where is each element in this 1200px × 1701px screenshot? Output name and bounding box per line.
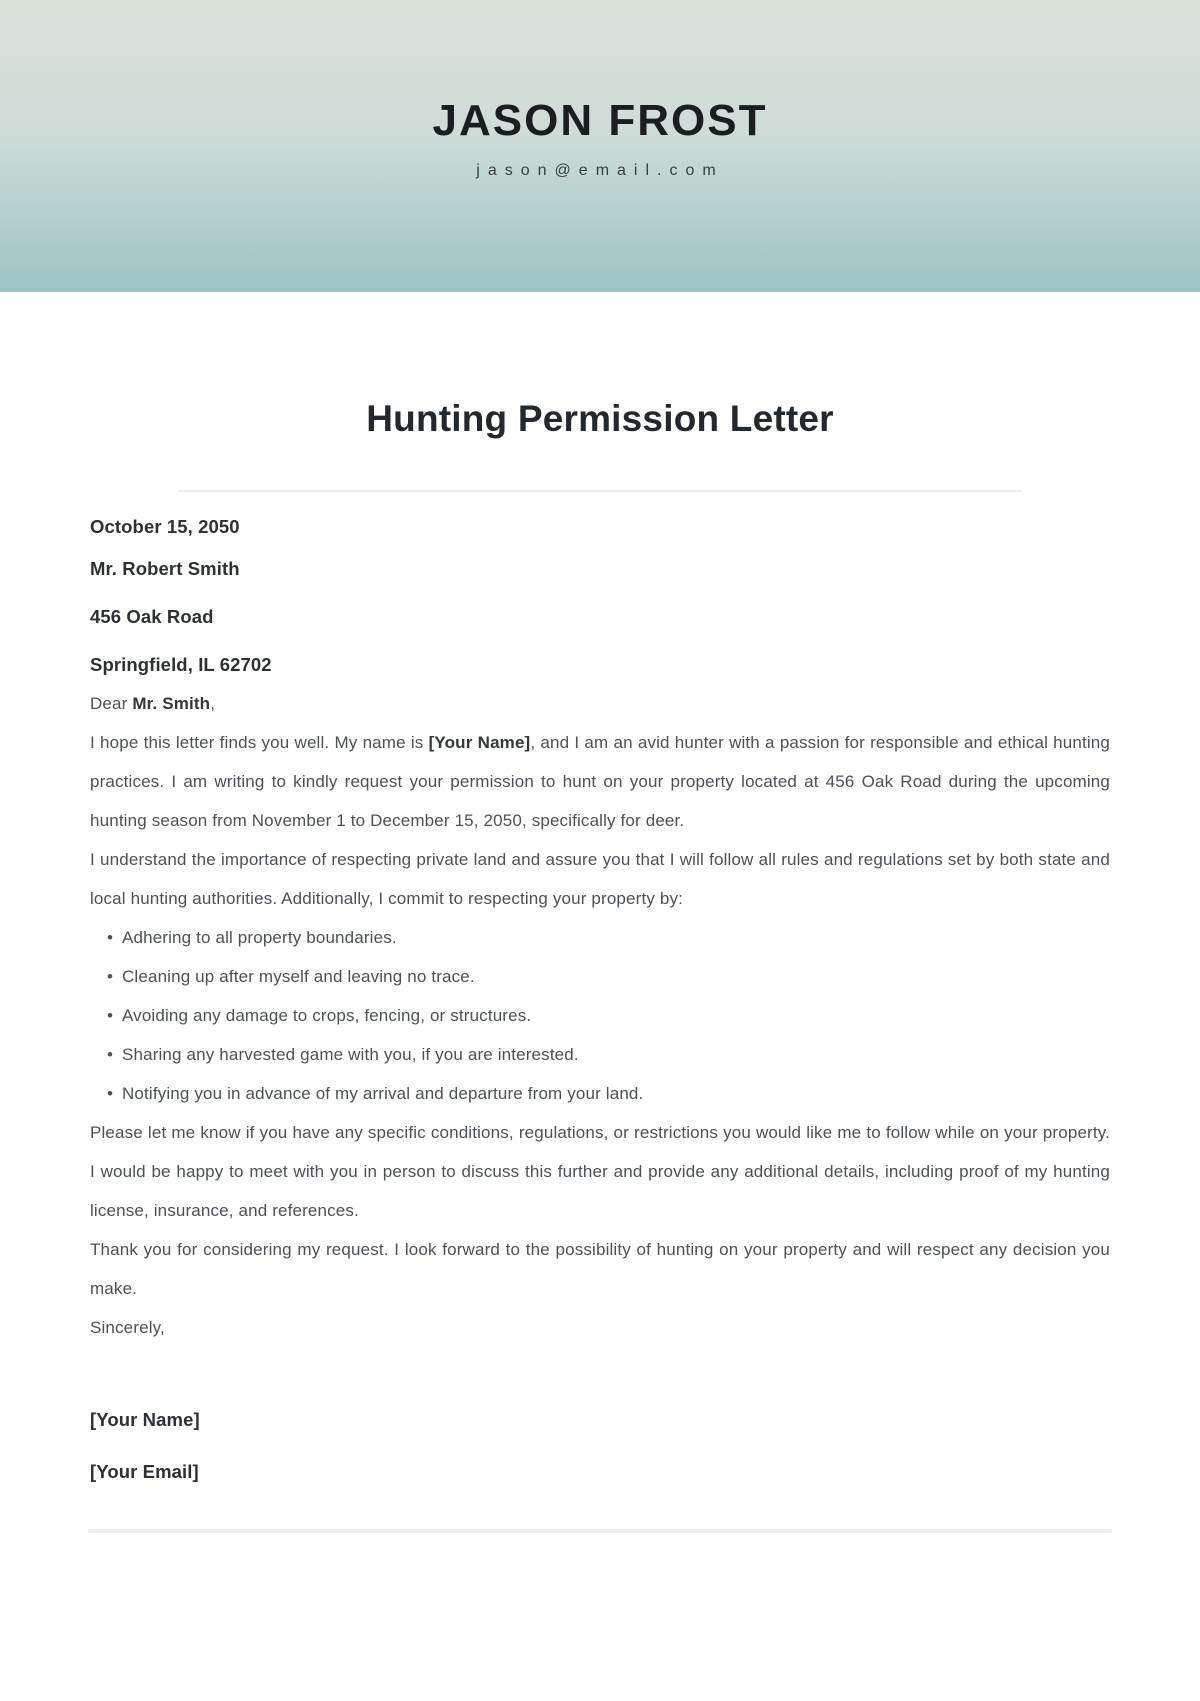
recipient-city-state-zip: Springfield, IL 62702 xyxy=(90,654,272,675)
recipient-name: Mr. Robert Smith xyxy=(90,558,240,579)
page-title: Hunting Permission Letter xyxy=(366,398,834,439)
signature-name-placeholder: [Your Name] xyxy=(90,1409,200,1430)
address-block xyxy=(90,514,1110,678)
salutation-suffix: , xyxy=(210,694,216,713)
your-name-placeholder: [Your Name] xyxy=(428,733,531,752)
paragraph-intro xyxy=(90,723,1110,840)
title-divider xyxy=(178,490,1022,492)
footer-divider xyxy=(88,1529,1112,1533)
list-item: • Sharing any harvested game with you, if you are interested. xyxy=(90,1035,1110,1074)
sender-name: JASON FROST xyxy=(432,96,768,145)
salutation-prefix: Dear xyxy=(90,694,133,713)
commitments-list xyxy=(90,918,1110,1113)
letter-header xyxy=(0,0,1200,292)
paragraph-thanks: Thank you for considering my request. I look forward to the possibility of hunting on your property and will respect any decision you make. xyxy=(90,1240,1110,1298)
paragraph-commitment-lead: I understand the importance of respecting private land and assure you that I will follow all rules and regulations set by both state and local hunting authorities. Additionally, I commit to respecting your property by: xyxy=(90,850,1110,908)
letter-date: October 15, 2050 xyxy=(90,516,240,537)
paragraph-conditions: Please let me know if you have any specific conditions, regulations, or restrictions you would like me to follow while on your property. I would be happy to meet with you in person to discuss this further and provide any additional details, including proof of my hunting license, insurance, and references. xyxy=(90,1123,1110,1220)
paragraph-intro-text-2: , and I am an avid hunter with a passion for responsible and ethical hunting practices. I am writing to kindly request your permission to hunt on your property located at 456 Oak Road during the upcoming hunting season from November 1 to December 15, 2050, specifically for deer. xyxy=(90,733,1110,830)
letter-content xyxy=(0,292,1200,1485)
list-item: • Adhering to all property boundaries. xyxy=(90,918,1110,957)
signature-email-placeholder: [Your Email] xyxy=(90,1461,199,1482)
list-item: • Notifying you in advance of my arrival and departure from your land. xyxy=(90,1074,1110,1113)
paragraph-intro-text-1: I hope this letter finds you well. My name is xyxy=(90,733,429,752)
recipient-street: 456 Oak Road xyxy=(90,606,214,627)
closing: Sincerely, xyxy=(90,1318,165,1337)
salutation xyxy=(90,684,1110,723)
list-item: • Cleaning up after myself and leaving no trace. xyxy=(90,957,1110,996)
list-item: • Avoiding any damage to crops, fencing, or structures. xyxy=(90,996,1110,1035)
salutation-recipient: Mr. Smith xyxy=(132,694,211,713)
sender-email: jason@email.com xyxy=(476,162,724,179)
